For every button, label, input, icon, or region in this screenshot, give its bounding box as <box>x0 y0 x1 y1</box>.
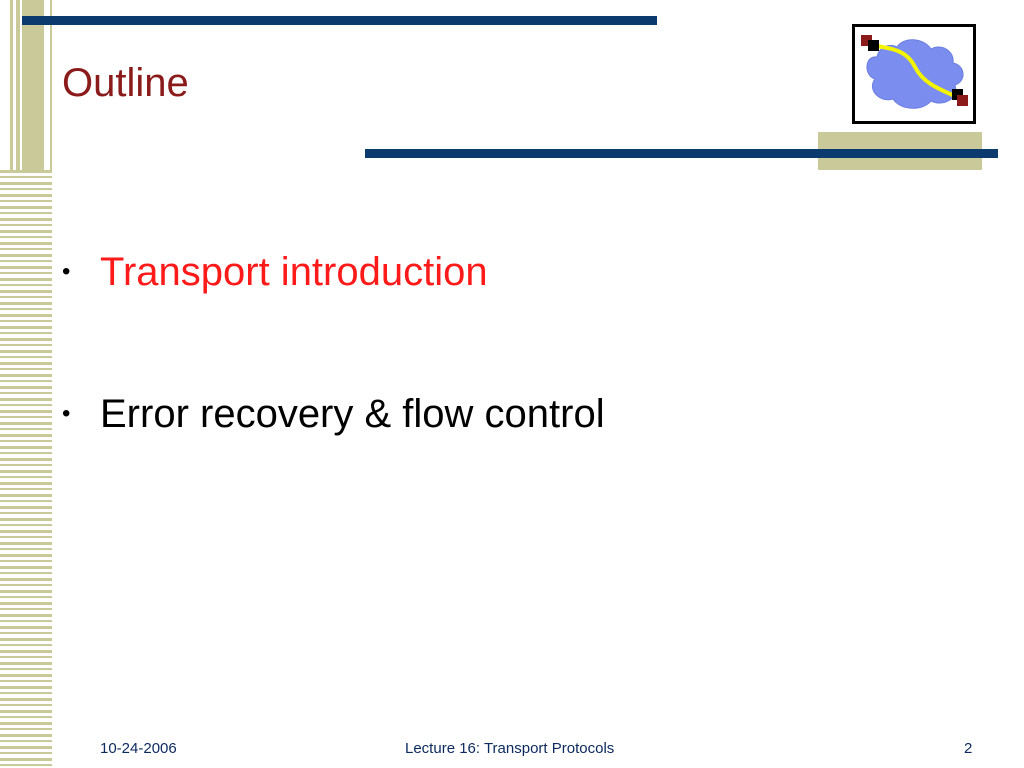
endpoint-b-back <box>957 95 968 106</box>
bullet-list <box>62 248 605 532</box>
network-cloud-icon <box>852 24 976 124</box>
cloud-shape <box>867 40 963 109</box>
footer-page-number: 2 <box>964 740 973 757</box>
endpoint-a-front <box>868 40 879 51</box>
bullet-text: Transport introduction <box>100 250 488 294</box>
slide-title: Outline <box>62 61 189 105</box>
footer-date: 10-24-2006 <box>100 740 177 757</box>
left-decoration-stripes <box>0 170 52 768</box>
network-cloud-graphic <box>855 27 973 121</box>
bullet-text: Error recovery & flow control <box>100 392 605 436</box>
bullet-item <box>62 390 605 444</box>
footer-title: Lecture 16: Transport Protocols <box>405 740 615 757</box>
bullet-item <box>62 248 605 302</box>
left-decoration-column <box>22 0 44 170</box>
bullet-dot-icon: • <box>62 258 71 285</box>
bullet-dot-icon: • <box>62 400 71 427</box>
top-rule <box>22 16 657 25</box>
title-rule <box>365 149 998 158</box>
